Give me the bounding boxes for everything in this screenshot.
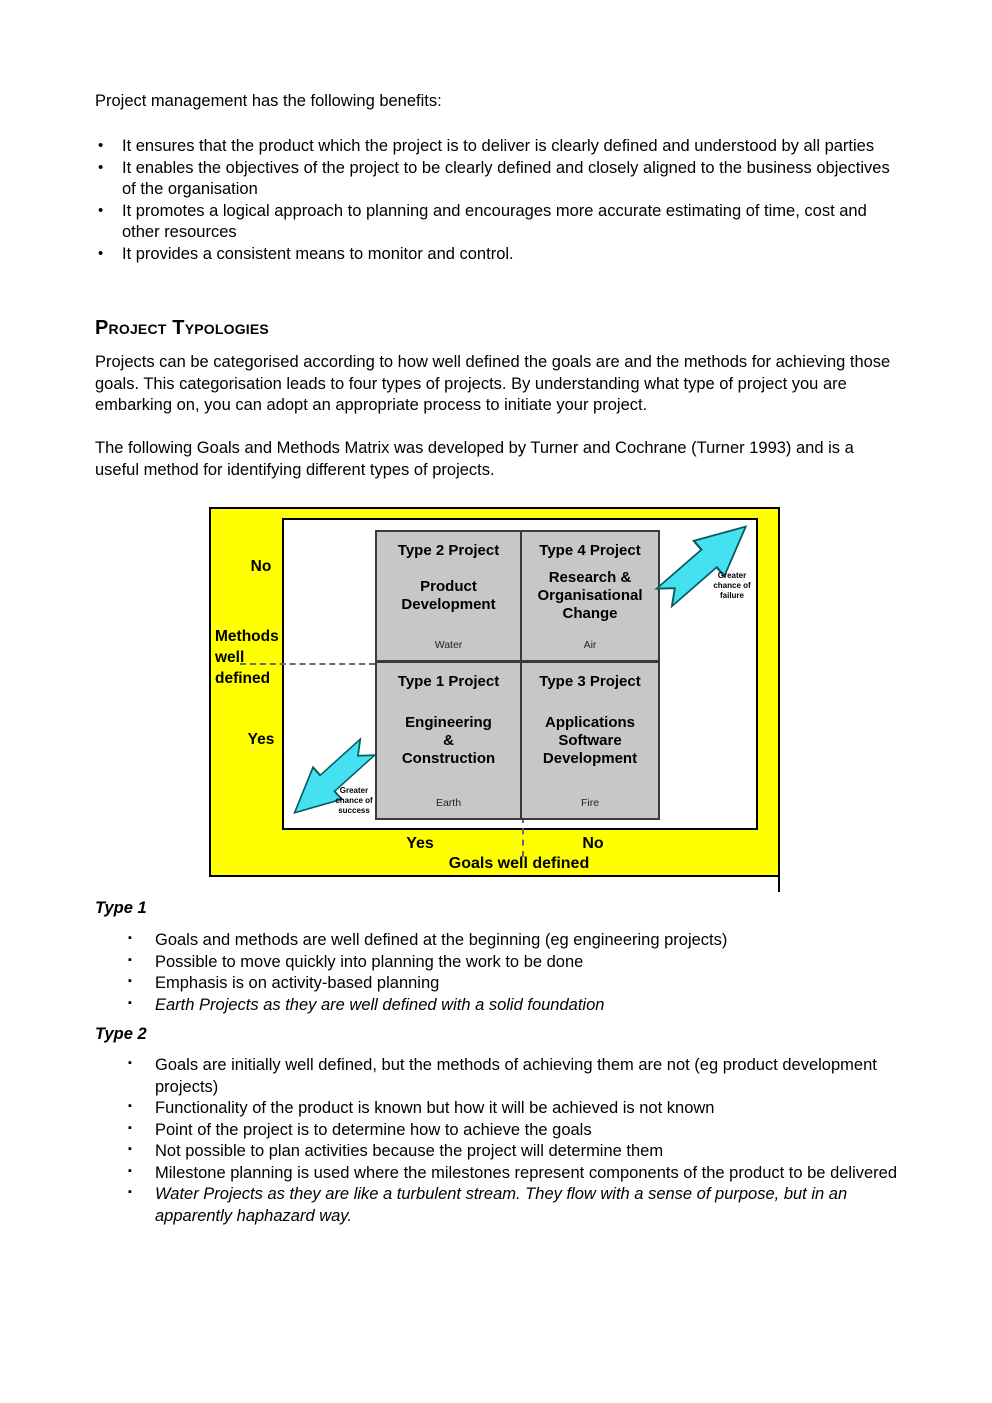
- x-axis-left-label: Yes: [406, 835, 434, 852]
- list-item: [95, 158, 902, 201]
- square-bullet-icon: ▪: [128, 1121, 132, 1134]
- type2-list: [95, 1055, 900, 1227]
- y-axis-top-label: No: [250, 558, 272, 575]
- intro-paragraph: Project management has the following benefits:: [95, 92, 442, 110]
- quadrant-title: Type 2 Project: [397, 542, 500, 559]
- square-bullet-icon: ▪: [128, 975, 132, 987]
- failure-note: Greater chance of failure: [713, 571, 751, 600]
- square-bullet-icon: ▪: [128, 1100, 132, 1112]
- quadrant-body: Engineering & Construction: [401, 713, 496, 767]
- list-item: [95, 1120, 900, 1142]
- quadrant-type2: [377, 532, 520, 660]
- square-bullet-icon: ▪: [128, 1057, 132, 1069]
- square-bullet-icon: ▪: [128, 996, 132, 1009]
- list-item: [95, 995, 900, 1017]
- list-item-text: Not possible to plan activities because the project will determine them: [155, 1142, 664, 1160]
- square-bullet-icon: ▪: [128, 1143, 132, 1155]
- typologies-paragraph-1: Projects can be categorised according to how well defined the goals are and the methods for achieving those goals. This categorisation leads to four types of projects. By understanding what type of project you are embarking on, you can adopt an appropriate process to initiate your project.: [95, 353, 891, 414]
- list-item-text: Point of the project is to determine how to achieve the goals: [155, 1120, 592, 1139]
- list-item-text: Functionality of the product is known but how it will be achieved is not known: [155, 1099, 715, 1117]
- quadrant-type4: [522, 532, 658, 660]
- quadrant-body: Research & Organisational Change: [537, 569, 643, 622]
- bullet-icon: •: [98, 137, 104, 154]
- quadrant-grid: [375, 530, 660, 820]
- benefits-list: [95, 136, 902, 265]
- list-item-text: It promotes a logical approach to planning and encourages more accurate estimating of time, cost and other resources: [122, 201, 867, 241]
- list-item-text: Milestone planning is used where the milestones represent components of the product to be delivered: [155, 1163, 898, 1182]
- quadrant-title: Type 4 Project: [539, 542, 641, 559]
- square-bullet-icon: ▪: [128, 1164, 132, 1177]
- success-note: Greater chance of success: [335, 786, 373, 815]
- square-bullet-icon: ▪: [128, 932, 132, 944]
- goals-dashed-line: [522, 817, 524, 857]
- list-item: [95, 930, 900, 952]
- list-item-text: Emphasis is on activity-based planning: [155, 974, 440, 992]
- bullet-icon: •: [98, 244, 104, 262]
- typologies-paragraph-2: The following Goals and Methods Matrix was developed by Turner and Cochrane (Turner 1993) and is a useful method for identifying different types of projects.: [95, 439, 854, 479]
- list-item: [95, 952, 900, 974]
- quadrant-body: Applications Software Development: [542, 713, 638, 767]
- x-axis-right-label: No: [582, 835, 604, 852]
- bullet-icon: •: [98, 158, 104, 176]
- list-item-text: It provides a consistent means to monitor and control.: [122, 244, 514, 263]
- list-item-text: It enables the objectives of the project to be clearly defined and closely aligned to the business objectives of the organisation: [122, 158, 890, 198]
- quadrant-element: Fire: [580, 797, 600, 809]
- list-item: [95, 973, 900, 995]
- quadrant-type1: [377, 663, 520, 818]
- square-bullet-icon: ▪: [128, 1186, 132, 1198]
- list-item-text: It ensures that the product which the project is to deliver is clearly defined and understood by all parties: [122, 137, 875, 155]
- quadrant-element: Water: [434, 639, 463, 651]
- list-item-text: Water Projects as they are like a turbulent stream. They flow with a sense of purpose, but in an apparently haphazard way.: [155, 1185, 848, 1225]
- y-axis-bottom-label: Yes: [247, 731, 275, 748]
- y-axis-label: Methods well defined: [215, 628, 279, 687]
- list-item: [95, 1055, 900, 1098]
- list-item: [95, 136, 902, 158]
- diagram-corner-tick: [778, 876, 780, 892]
- list-item: [95, 1098, 900, 1120]
- list-item-text: Goals and methods are well defined at the beginning (eg engineering projects): [155, 931, 728, 949]
- list-item: [95, 201, 902, 244]
- goals-methods-matrix: [209, 507, 780, 877]
- list-item-text: Goals are initially well defined, but the methods of achieving them are not (eg product development projects): [155, 1056, 877, 1096]
- list-item: [95, 1141, 900, 1163]
- quadrant-body: Product Development: [401, 578, 496, 613]
- list-item: [95, 1184, 900, 1227]
- section-heading: Project Typologies: [95, 317, 269, 339]
- quadrant-element: Earth: [435, 797, 462, 809]
- type2-heading: Type 2: [95, 1025, 147, 1043]
- list-item-text: Possible to move quickly into planning the work to be done: [155, 952, 584, 971]
- bullet-icon: •: [98, 201, 104, 219]
- quadrant-element: Air: [583, 639, 597, 651]
- square-bullet-icon: ▪: [128, 953, 132, 966]
- quadrant-title: Type 1 Project: [397, 673, 500, 690]
- x-axis-label: Goals well defined: [448, 855, 590, 872]
- list-item: [95, 244, 902, 266]
- methods-dashed-line: [240, 663, 375, 665]
- list-item-text: Earth Projects as they are well defined with a solid foundation: [155, 995, 605, 1014]
- quadrant-title: Type 3 Project: [539, 673, 641, 690]
- list-item: [95, 1163, 900, 1185]
- quadrant-type3: [522, 663, 658, 818]
- type1-list: [95, 930, 900, 1016]
- type1-heading: Type 1: [95, 899, 147, 917]
